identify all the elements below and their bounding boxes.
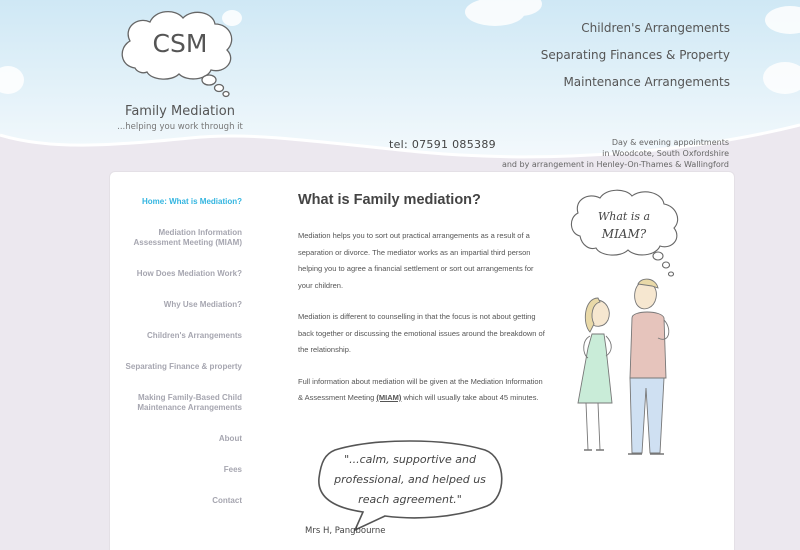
sidenav-fees[interactable]: Fees [223,465,242,474]
paragraph [298,374,548,407]
appointments-line: Day & evening appointments [611,138,729,147]
paragraph-text: which will usually take about 45 minutes. [401,393,539,402]
paragraph: Mediation helps you to sort out practical arrangements as a result of a separation or divorce. The mediator works as an impartial third person helping you to agree a financial settlement or sort out arrangements for your children. [298,231,534,290]
sidenav-contact[interactable]: Contact [212,496,242,505]
testimonial-text: "...calm, supportive and professional, and helped us reach agreement." [334,453,486,506]
sidenav-child-maintenance[interactable]: Making Family-Based Child Maintenance Arrangements [137,393,242,412]
telephone: tel: 07591 085389 [389,138,496,151]
sidenav-home[interactable]: Home: What is Mediation? [142,197,242,206]
content-panel [109,171,735,550]
topnav-maintenance-arrangements[interactable]: Maintenance Arrangements [563,75,730,89]
appointments-info [502,137,729,170]
miam-link[interactable]: (MIAM) [376,393,402,402]
brand-name: Family Mediation [125,104,235,119]
paragraph: Mediation is different to counselling in that the focus is not about getting back together or discussing the emotional issues around the breakdown of the relationship. [298,312,545,354]
paragraph-text: Full information about mediation will be given at the Mediation Information & Assessment Meeting [298,376,543,402]
brand-tagline: ...helping you work through it [117,122,243,132]
topnav-childrens-arrangements[interactable]: Children's Arrangements [581,21,730,35]
topnav-separating-finances[interactable]: Separating Finances & Property [540,48,730,62]
bubble-text-line1: What is a [597,210,651,223]
appointments-line: and by arrangement in Henley-On-Thames & Wallingford [501,160,729,169]
sidenav-childrens-arrangements[interactable]: Children's Arrangements [147,331,242,340]
sidenav-about[interactable]: About [218,434,242,443]
sidenav-how-does-mediation-work[interactable]: How Does Mediation Work? [136,269,242,278]
sidenav-miam[interactable]: Mediation Information Assessment Meeting (MIAM) [133,228,242,247]
main-content [298,192,548,422]
testimonial-author: Mrs H, Pangbourne [305,526,386,536]
bubble-text-line2: MIAM? [601,227,647,241]
sidenav-separating-finance[interactable]: Separating Finance & property [125,362,242,371]
logo[interactable]: CSM [152,29,208,58]
couple-illustration [568,188,688,468]
man-figure [628,279,669,454]
page-title: What is Family mediation? [298,192,481,208]
appointments-line: in Woodcote, South Oxfordshire [602,149,729,158]
top-nav [541,20,730,101]
sidenav-why-use-mediation[interactable]: Why Use Mediation? [163,300,242,309]
woman-figure [578,298,612,450]
